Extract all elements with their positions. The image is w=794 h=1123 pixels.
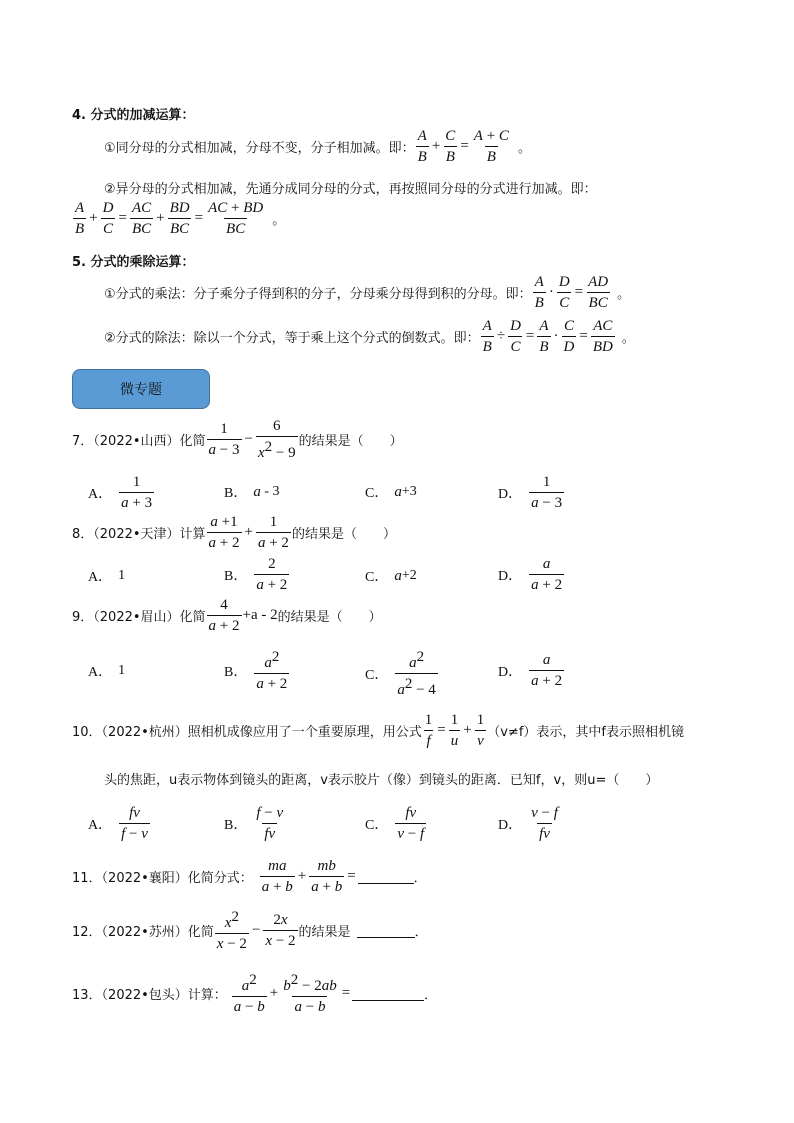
fraction: $\frac{D}{C}$	[558, 274, 570, 311]
fraction: $\frac{AC + BD}{BC}$	[208, 200, 264, 237]
fraction: $\frac{D}{C}$	[102, 200, 114, 237]
question-stem: 13．（2022•包头）计算：	[72, 988, 227, 1003]
fraction: $\frac{a^2}{a - b}$	[233, 972, 265, 1015]
fraction: $\frac{A}{B}$	[539, 318, 549, 355]
q9-option-a[interactable]: A． 1	[88, 663, 126, 680]
q7-option-c[interactable]: C． a +3	[365, 483, 417, 501]
fraction: $\frac{AC}{BD}$	[592, 318, 613, 355]
rule-text: ①分式的乘法：分子乘分子得到积的分子，分母乘分母得到积的分母。即：	[104, 287, 532, 302]
question-stem: 11．（2022•襄阳）化简分式：	[72, 871, 253, 886]
question-stem: 12．（2022•苏州）化简	[72, 925, 214, 940]
fraction: $\frac{A + C}{B}$	[473, 128, 509, 165]
fraction: $\frac{AC}{BC}$	[131, 200, 152, 237]
fraction: $\frac{D}{C}$	[510, 318, 521, 355]
section-5-title: 5. 分式的乘除运算：	[72, 255, 195, 270]
q8-option-d[interactable]: D． $\frac{a}{a + 2}$	[498, 556, 563, 593]
section-4-rule-1: ①同分母的分式相加减，分母不变，分子相加减。即： $\frac{A}{B}$ + $\frac{C}{B}$ = $\frac{A + C}{B}$ 。	[104, 128, 531, 165]
fraction: $\frac{1}{a + 2}$	[257, 514, 289, 551]
fraction: $\frac{1}{f}$	[424, 712, 433, 749]
section-4-rule-2-formula: $\frac{A}{B}$ + $\frac{D}{C}$ = $\frac{AC}{BC}$ + $\frac{BD}{BC}$ = $\frac{AC + BD}{BC}$ 。	[75, 200, 286, 237]
q8-option-c[interactable]: C． a +2	[365, 567, 417, 585]
badge-label: 微专题	[120, 382, 162, 398]
fraction: $\frac{2x}{x - 2}$	[265, 912, 296, 949]
fraction: $\frac{C}{D}$	[563, 318, 575, 355]
q7-option-a[interactable]: A． $\frac{1}{a + 3}$	[88, 474, 153, 511]
q8-option-b[interactable]: B． $\frac{2}{a + 2}$	[224, 556, 288, 593]
fraction: $\frac{x^2}{x - 2}$	[216, 909, 247, 952]
answer-blank[interactable]	[352, 986, 424, 1001]
rule-text: ①同分母的分式相加减，分母不变，分子相加减。即：	[104, 141, 415, 156]
fraction: $\frac{1}{v}$	[476, 712, 485, 749]
question-stem: 8．（2022•天津）计算	[72, 527, 206, 542]
question-suffix: 的结果是（ ）	[291, 527, 396, 542]
q9-option-d[interactable]: D． $\frac{a}{a + 2}$	[498, 652, 563, 689]
fraction: $\frac{6}{x^2 - 9}$	[257, 418, 296, 461]
question-10-line-2: 头的焦距，u表示物体到镜头的距离，v表示胶片（像）到镜头的距离．已知f，v，则u=（ ）	[104, 773, 659, 788]
question-stem: 10．（2022•杭州）照相机成像应用了一个重要原理，用公式	[72, 725, 422, 740]
question-8: 8．（2022•天津）计算 $\frac{a +1}{a + 2}$ + $\frac{1}{a + 2}$ 的结果是（ ）	[72, 514, 396, 551]
answer-blank[interactable]	[357, 923, 415, 938]
fraction: $\frac{AD}{BC}$	[588, 274, 609, 311]
question-11: 11．（2022•襄阳）化简分式： $\frac{ma}{a + b}$ + $\frac{mb}{a + b}$ = ．	[72, 858, 427, 895]
fraction: $\frac{A}{B}$	[482, 318, 492, 355]
question-term: +a - 2	[242, 607, 278, 623]
q7-option-b[interactable]: B． a - 3	[224, 483, 280, 501]
question-end: ．	[424, 988, 438, 1003]
question-stem: 7．（2022•山西）化简	[72, 434, 206, 449]
fraction: $\frac{A}{B}$	[75, 200, 85, 237]
question-suffix: 的结果是（ ）	[277, 610, 382, 625]
question-suffix: 的结果是	[298, 925, 351, 940]
section-4-title: 4. 分式的加减运算：	[72, 108, 195, 123]
q10-option-d[interactable]: D． $\frac{v - f}{fv}$	[498, 805, 558, 842]
rule-text: ②分式的除法：除以一个分式，等于乘上这个分式的倒数式。即：	[104, 331, 480, 346]
q10-option-c[interactable]: C． $\frac{fv}{v - f}$	[365, 805, 425, 842]
fraction: $\frac{mb}{a + b}$	[311, 858, 343, 895]
question-end: ．	[414, 925, 428, 940]
question-9	[72, 597, 382, 634]
fraction: $\frac{A}{B}$	[534, 274, 544, 311]
question-12: 12．（2022•苏州）化简 $\frac{x^2}{x - 2}$ − $\frac{2x}{x - 2}$ 的结果是 ．	[72, 909, 428, 952]
question-stem: 9．（2022•眉山）化简	[72, 610, 206, 625]
fraction: $\frac{1}{a - 3}$	[208, 421, 240, 458]
question-end: ．	[413, 871, 427, 886]
fraction: $\frac{C}{B}$	[445, 128, 456, 165]
section-4-rule-2-text: ②异分母的分式相加减，先通分成同分母的分式，再按照同分母的分式进行加减。即：	[104, 182, 597, 197]
fraction: $\frac{a +1}{a + 2}$	[208, 514, 240, 551]
q10-option-b[interactable]: B． $\frac{f - v}{fv}$	[224, 805, 284, 842]
fraction: $\frac{b^2 - 2ab}{a - b}$	[283, 972, 337, 1015]
q9-option-c[interactable]: C． $\frac{a^2}{a^2 - 4}$	[365, 649, 436, 698]
section-5-rule-2: ②分式的除法：除以一个分式，等于乘上这个分式的倒数式。即： $\frac{A}{B}$ ÷ $\frac{D}{C}$ = $\frac{A}{B}$ · $\frac{C}{D}$ = $\frac{AC}{BD}$ 。	[104, 318, 635, 355]
fraction: $\frac{4}{a + 2}$	[208, 597, 240, 634]
micro-topic-badge	[72, 369, 210, 409]
section-5-rule-1: ①分式的乘法：分子乘分子得到积的分子，分母乘分母得到积的分母。即： $\frac{A}{B}$ · $\frac{D}{C}$ = $\frac{AD}{BC}$ 。	[104, 274, 631, 311]
q10-option-a[interactable]: A． $\frac{fv}{f - v}$	[88, 805, 148, 842]
fraction: $\frac{1}{u}$	[450, 712, 459, 749]
fraction: $\frac{ma}{a + b}$	[261, 858, 293, 895]
answer-blank[interactable]	[358, 869, 414, 884]
question-suffix: 的结果是（ ）	[298, 434, 403, 449]
fraction: $\frac{BD}{BC}$	[169, 200, 190, 237]
q8-option-a[interactable]: A． 1	[88, 568, 126, 585]
question-13: 13．（2022•包头）计算： $\frac{a^2}{a - b}$ + $\frac{b^2 - 2ab}{a - b}$ = ．	[72, 972, 438, 1015]
question-10: 10．（2022•杭州）照相机成像应用了一个重要原理，用公式 $\frac{1}{f}$ = $\frac{1}{u}$ + $\frac{1}{v}$ （v≠f）表示，其中f表示照相机镜	[72, 712, 684, 749]
q9-option-b[interactable]: B． $\frac{a^2}{a + 2}$	[224, 649, 288, 692]
q7-option-d[interactable]: D． $\frac{1}{a - 3}$	[498, 474, 563, 511]
fraction: $\frac{A}{B}$	[417, 128, 427, 165]
question-suffix: （v≠f）表示，其中f表示照相机镜	[487, 725, 684, 740]
question-7: 7．（2022•山西）化简 $\frac{1}{a - 3}$ − $\frac{6}{x^2 - 9}$ 的结果是（ ）	[72, 418, 403, 461]
